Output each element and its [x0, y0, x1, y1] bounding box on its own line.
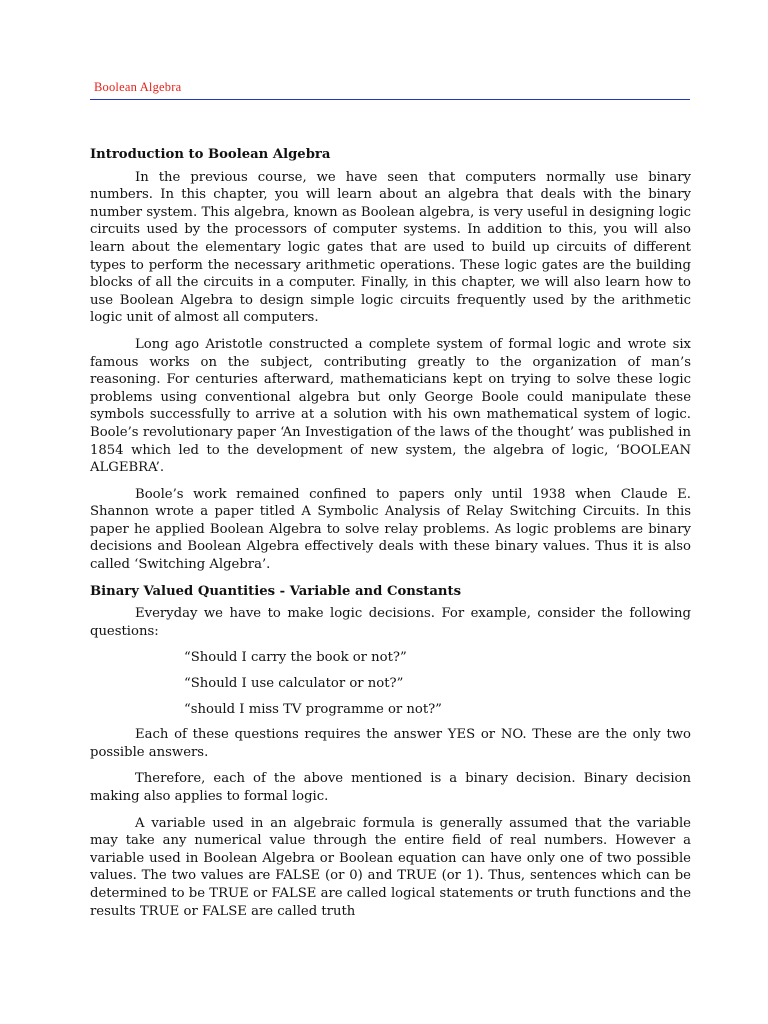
section-heading-binary-valued: Binary Valued Quantities - Variable and Constants [90, 583, 462, 599]
paragraph-binary-2: Therefore, each of the above mentioned is a binary decision. Binary decision making also applies to formal logic. [90, 771, 691, 804]
question-item-3: “should I miss TV programme or not?” [184, 701, 442, 717]
paragraph-intro-3: Boole’s work remained confined to papers only until 1938 when Claude E. Shannon wrote a paper titled A Symbolic Analysis of Relay Switching Circuits. In this paper he applied Boolean Algebra to solve relay problems. As logic problems are binary decisions and Boolean Algebra effectively deals with these binary values. Thus it is also called ‘Switching Algebra’. [90, 486, 691, 573]
paragraph-binary-1: Each of these questions requires the answer YES or NO. These are the only two possible answers. [90, 727, 691, 760]
paragraph-intro-2: Long ago Aristotle constructed a complete system of formal logic and wrote six famous works on the subject, contributing greatly to the organization of man’s reasoning. For centuries afterward, mathematicians kept on trying to solve these logic problems using conventional algebra but only George Boole could manipulate these symbols successfully to arrive at a solution with his own mathematical system of logic. Boole’s revolutionary paper ‘An Investigation of the laws of the thought’ was published in 1854 which led to the development of new system, the algebra of logic, ‘BOOLEAN ALGEBRA’. [90, 336, 691, 476]
paragraph-binary-3: A variable used in an algebraic formula is generally assumed that the variable may take any numerical value through the entire field of real numbers. However a variable used in Boolean Algebra or Boolean equation can have only one of two possible values. The two values are FALSE (or 0) and TRUE (or 1). Thus, sentences which can be determined to be TRUE or FALSE are called logical statements or truth functions and the results TRUE or FALSE are called truth [90, 815, 691, 919]
section-heading-introduction: Introduction to Boolean Algebra [90, 147, 331, 162]
paragraph-binary-intro: Everyday we have to make logic decisions. For example, consider the following questions: [90, 606, 691, 639]
page-content [90, 146, 691, 929]
header-rule [90, 99, 690, 100]
question-item-1: “Should I carry the book or not?” [184, 650, 407, 666]
paragraph-intro-1: In the previous course, we have seen that computers normally use binary numbers. In this chapter, you will learn about an algebra that deals with the binary number system. This algebra, known as Boolean algebra, is very useful in designing logic circuits used by the processors of computer systems. In addition to this, you will also learn about the elementary logic gates that are used to build up circuits of different types to perform the necessary arithmetic operations. These logic gates are the building blocks of all the circuits in a computer. Finally, in this chapter, we will also learn how to use Boolean Algebra to design simple logic circuits frequently used by the arithmetic logic unit of almost all computers. [90, 169, 691, 326]
question-item-2: “Should I use calculator or not?” [184, 676, 404, 692]
running-header-title: Boolean Algebra [94, 80, 182, 94]
